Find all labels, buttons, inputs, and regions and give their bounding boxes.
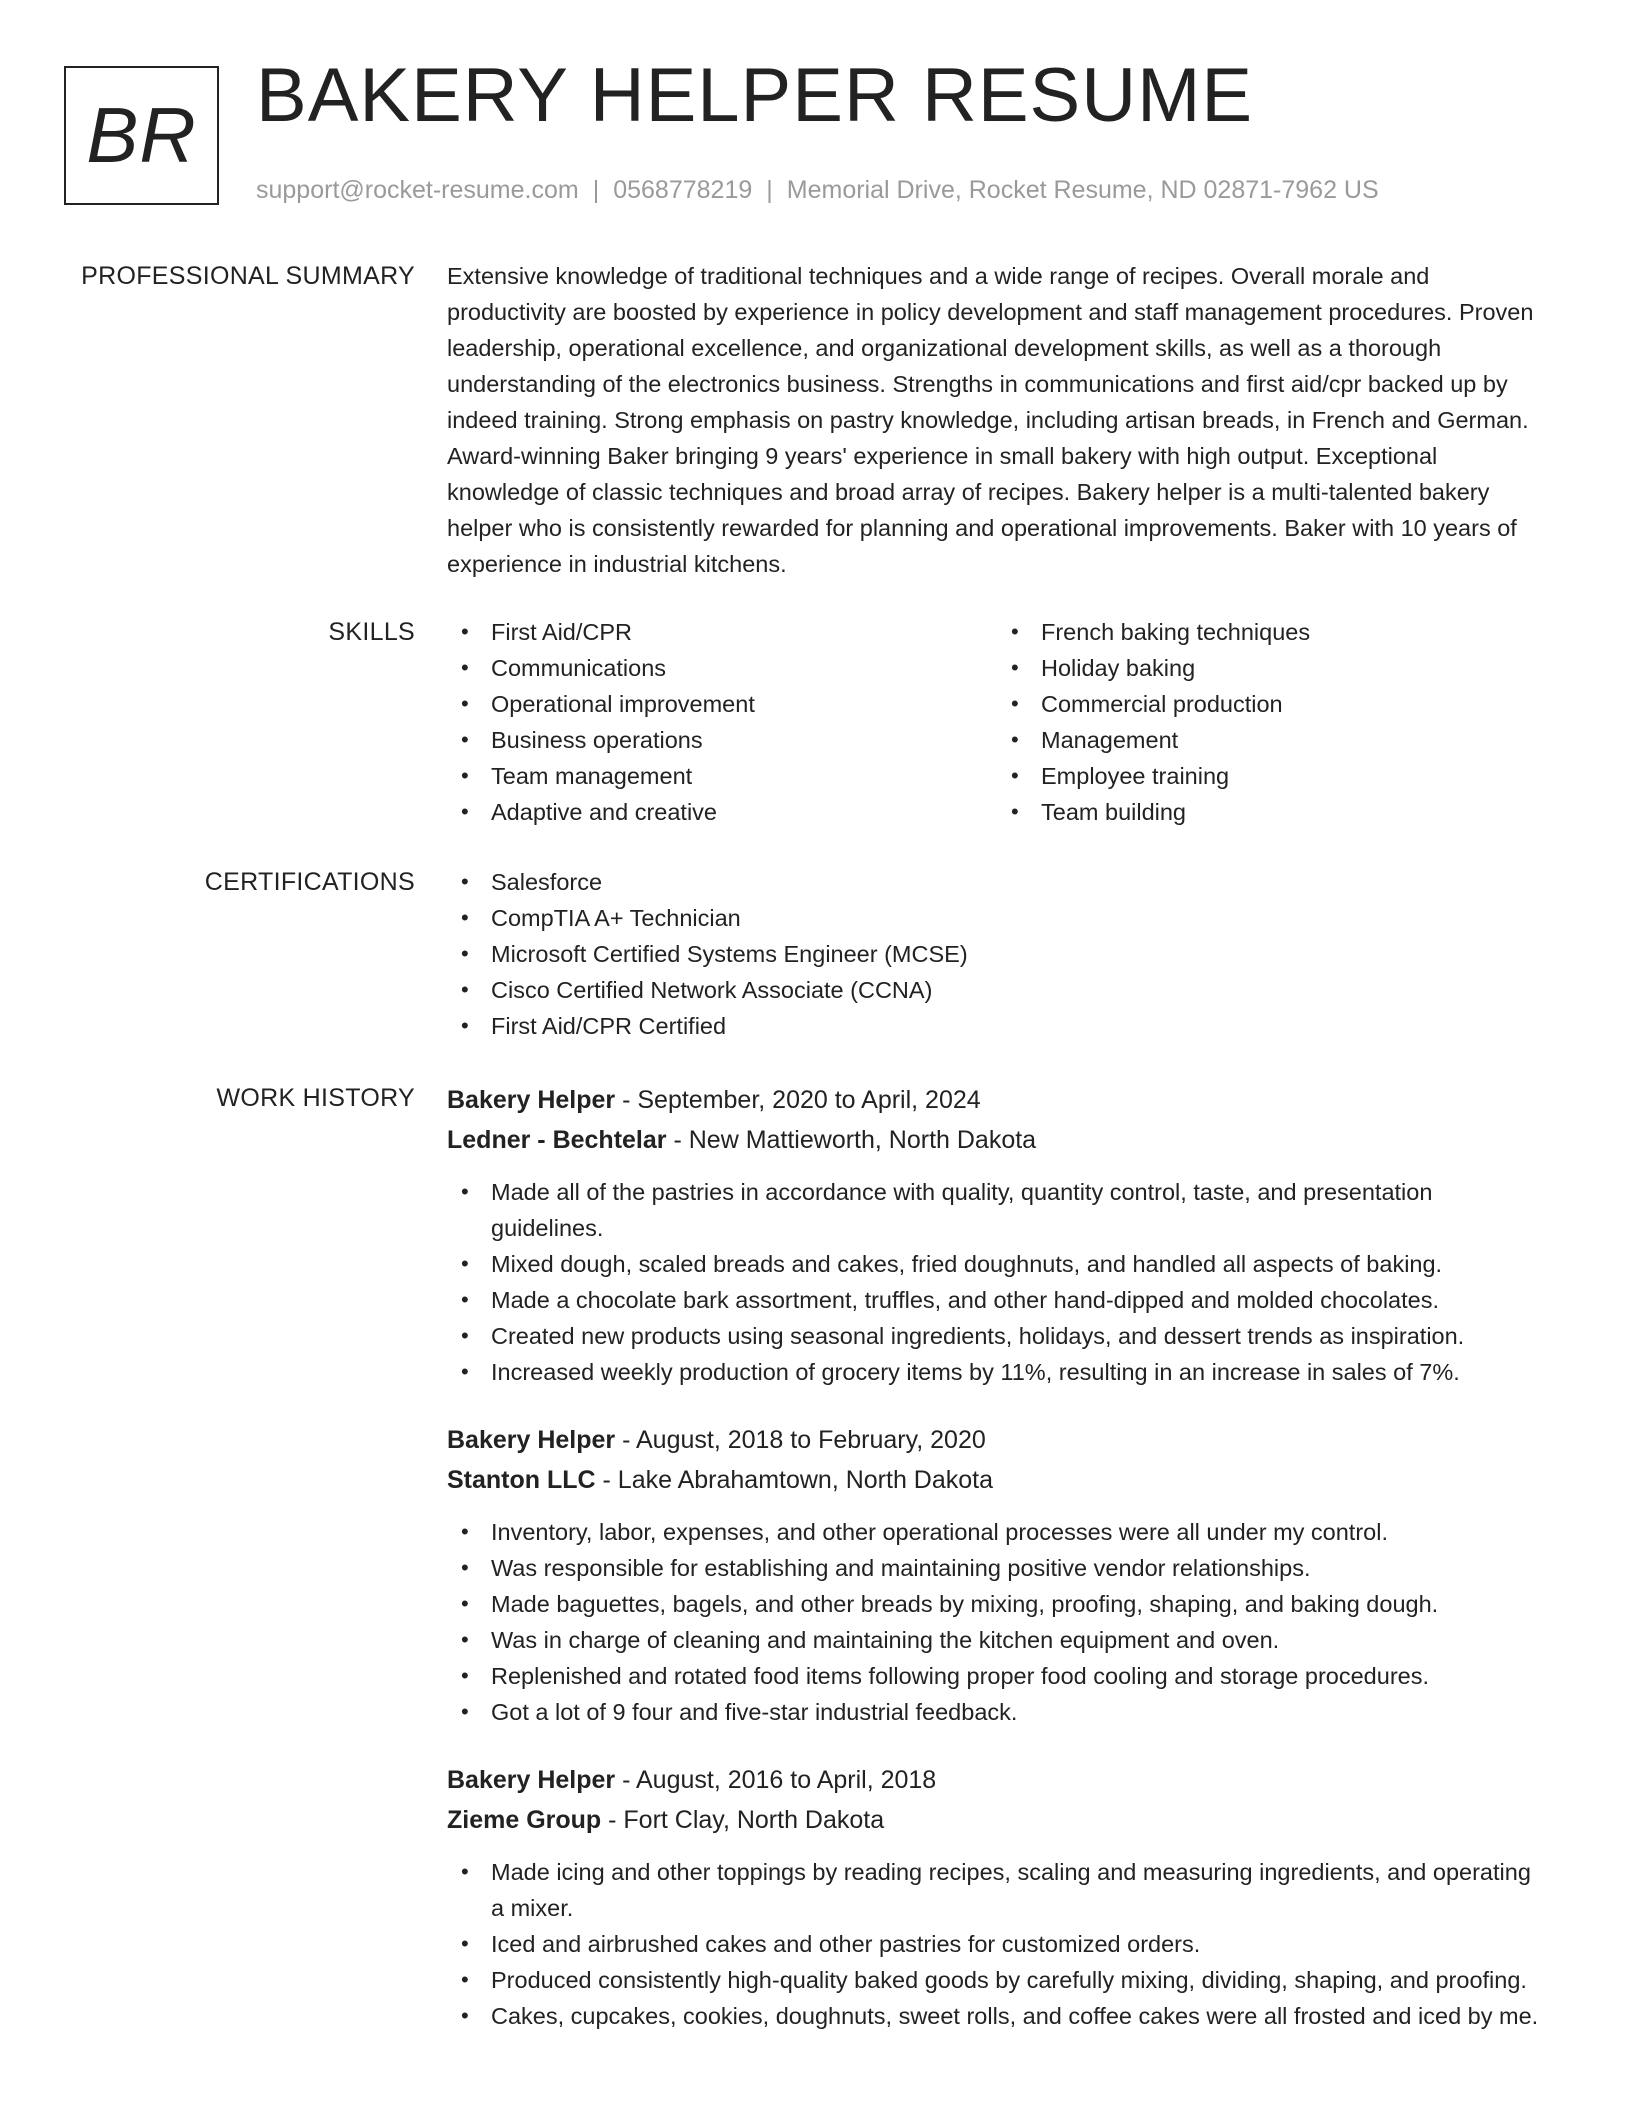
job-bullet: • Made all of the pastries in accordance with quality, quantity control, taste, and presentation guidelines. — [491, 1174, 1547, 1246]
job-bullet: • Iced and airbrushed cakes and other pastries for customized orders. — [491, 1926, 1547, 1962]
job-bullet: • Made icing and other toppings by reading recipes, scaling and measuring ingredients, and operating a mixer. — [491, 1854, 1547, 1926]
skill-item: • Team building — [1041, 794, 1547, 830]
certifications-list — [447, 864, 1547, 1044]
job-entry — [447, 1760, 1547, 2034]
job-bullet: • Mixed dough, scaled breads and cakes, fried doughnuts, and handled all aspects of baking. — [491, 1246, 1547, 1282]
contact-line — [256, 176, 1379, 205]
job-company: Stanton LLC — [447, 1466, 596, 1494]
job-bullet: • Was in charge of cleaning and maintaining the kitchen equipment and oven. — [491, 1622, 1547, 1658]
job-title-line — [447, 1420, 1547, 1460]
job-company: Ledner - Bechtelar — [447, 1126, 667, 1154]
monogram-box — [64, 66, 219, 205]
job-entry — [447, 1080, 1547, 1390]
job-bullet: • Made baguettes, bagels, and other breads by mixing, proofing, shaping, and baking dough. — [491, 1586, 1547, 1622]
skill-item: • Employee training — [1041, 758, 1547, 794]
job-title: Bakery Helper — [447, 1086, 616, 1114]
job-company-line — [447, 1120, 1547, 1160]
skills-label: SKILLS — [328, 618, 415, 646]
contact-email: support@rocket-resume.com — [256, 176, 579, 204]
certification-item: • Salesforce — [491, 864, 1547, 900]
contact-address: Memorial Drive, Rocket Resume, ND 02871-7962 US — [786, 176, 1379, 204]
job-bullet: • Cakes, cupcakes, cookies, doughnuts, sweet rolls, and coffee cakes were all frosted and iced by me. — [491, 1998, 1547, 2034]
skill-item: • Holiday baking — [1041, 650, 1547, 686]
job-title-line — [447, 1080, 1547, 1120]
skill-item: • Adaptive and creative — [491, 794, 997, 830]
contact-separator: | — [592, 176, 600, 204]
skill-item: • Commercial production — [1041, 686, 1547, 722]
certification-item: • Cisco Certified Network Associate (CCNA) — [491, 972, 1547, 1008]
skills-list-left — [447, 614, 997, 830]
job-title: Bakery Helper — [447, 1766, 616, 1794]
job-location: - Lake Abrahamtown, North Dakota — [595, 1466, 994, 1494]
job-dates: - September, 2020 to April, 2024 — [615, 1086, 981, 1114]
job-location: - New Mattieworth, North Dakota — [666, 1126, 1037, 1154]
job-dates: - August, 2018 to February, 2020 — [615, 1426, 986, 1454]
job-title: Bakery Helper — [447, 1426, 616, 1454]
resume-title: BAKERY HELPER RESUME — [256, 53, 1254, 138]
job-title-line — [447, 1760, 1547, 1800]
job-entry — [447, 1420, 1547, 1730]
summary-label: PROFESSIONAL SUMMARY — [81, 262, 415, 290]
skill-item: • Business operations — [491, 722, 997, 758]
job-bullets — [447, 1174, 1547, 1390]
job-company: Zieme Group — [447, 1806, 602, 1834]
job-bullet: • Inventory, labor, expenses, and other operational processes were all under my control. — [491, 1514, 1547, 1550]
summary-text: Extensive knowledge of traditional techniques and a wide range of recipes. Overall morale and productivity are boosted by experience in policy development and staff management procedures. Proven leadership, operational excellence, and organizational development skills, as well as a thorough understanding of the electronics business. Strengths in communications and first aid/cpr backed up by indeed training. Strong emphasis on pastry knowledge, including artisan breads, in French and German. Award-winning Baker bringing 9 years' experience in small bakery with high output. Exceptional knowledge of classic techniques and broad array of recipes. Bakery helper is a multi-talented bakery helper who is consistently rewarded for planning and operational improvements. Baker with 10 years of experience in industrial kitchens. — [447, 263, 1534, 577]
job-bullet: • Increased weekly production of grocery items by 11%, resulting in an increase in sales of 7%. — [491, 1354, 1547, 1390]
skill-item: • Management — [1041, 722, 1547, 758]
certification-item: • First Aid/CPR Certified — [491, 1008, 1547, 1044]
skill-item: • French baking techniques — [1041, 614, 1547, 650]
job-company-line — [447, 1800, 1547, 1840]
contact-phone: 0568778219 — [613, 176, 753, 204]
skill-item: • First Aid/CPR — [491, 614, 997, 650]
job-dates: - August, 2016 to April, 2018 — [615, 1766, 937, 1794]
certifications-label: CERTIFICATIONS — [204, 868, 415, 896]
skill-item: • Operational improvement — [491, 686, 997, 722]
skill-item: • Team management — [491, 758, 997, 794]
contact-separator: | — [766, 176, 773, 204]
skill-item: • Communications — [491, 650, 997, 686]
job-bullet: • Created new products using seasonal ingredients, holidays, and dessert trends as inspiration. — [491, 1318, 1547, 1354]
job-company-line — [447, 1460, 1547, 1500]
monogram-initials: BR — [86, 91, 197, 179]
work-history-label: WORK HISTORY — [216, 1084, 415, 1112]
job-bullet: • Was responsible for establishing and maintaining positive vendor relationships. — [491, 1550, 1547, 1586]
job-bullets — [447, 1514, 1547, 1730]
job-bullet: • Got a lot of 9 four and five-star industrial feedback. — [491, 1694, 1547, 1730]
certification-item: • Microsoft Certified Systems Engineer (MCSE) — [491, 936, 1547, 972]
job-bullets — [447, 1854, 1547, 2034]
job-bullet: • Made a chocolate bark assortment, truffles, and other hand-dipped and molded chocolates. — [491, 1282, 1547, 1318]
job-bullet: • Replenished and rotated food items following proper food cooling and storage procedures. — [491, 1658, 1547, 1694]
certification-item: • CompTIA A+ Technician — [491, 900, 1547, 936]
job-bullet: • Produced consistently high-quality baked goods by carefully mixing, dividing, shaping, and proofing. — [491, 1962, 1547, 1998]
job-location: - Fort Clay, North Dakota — [601, 1806, 885, 1834]
skills-list-right — [997, 614, 1547, 830]
